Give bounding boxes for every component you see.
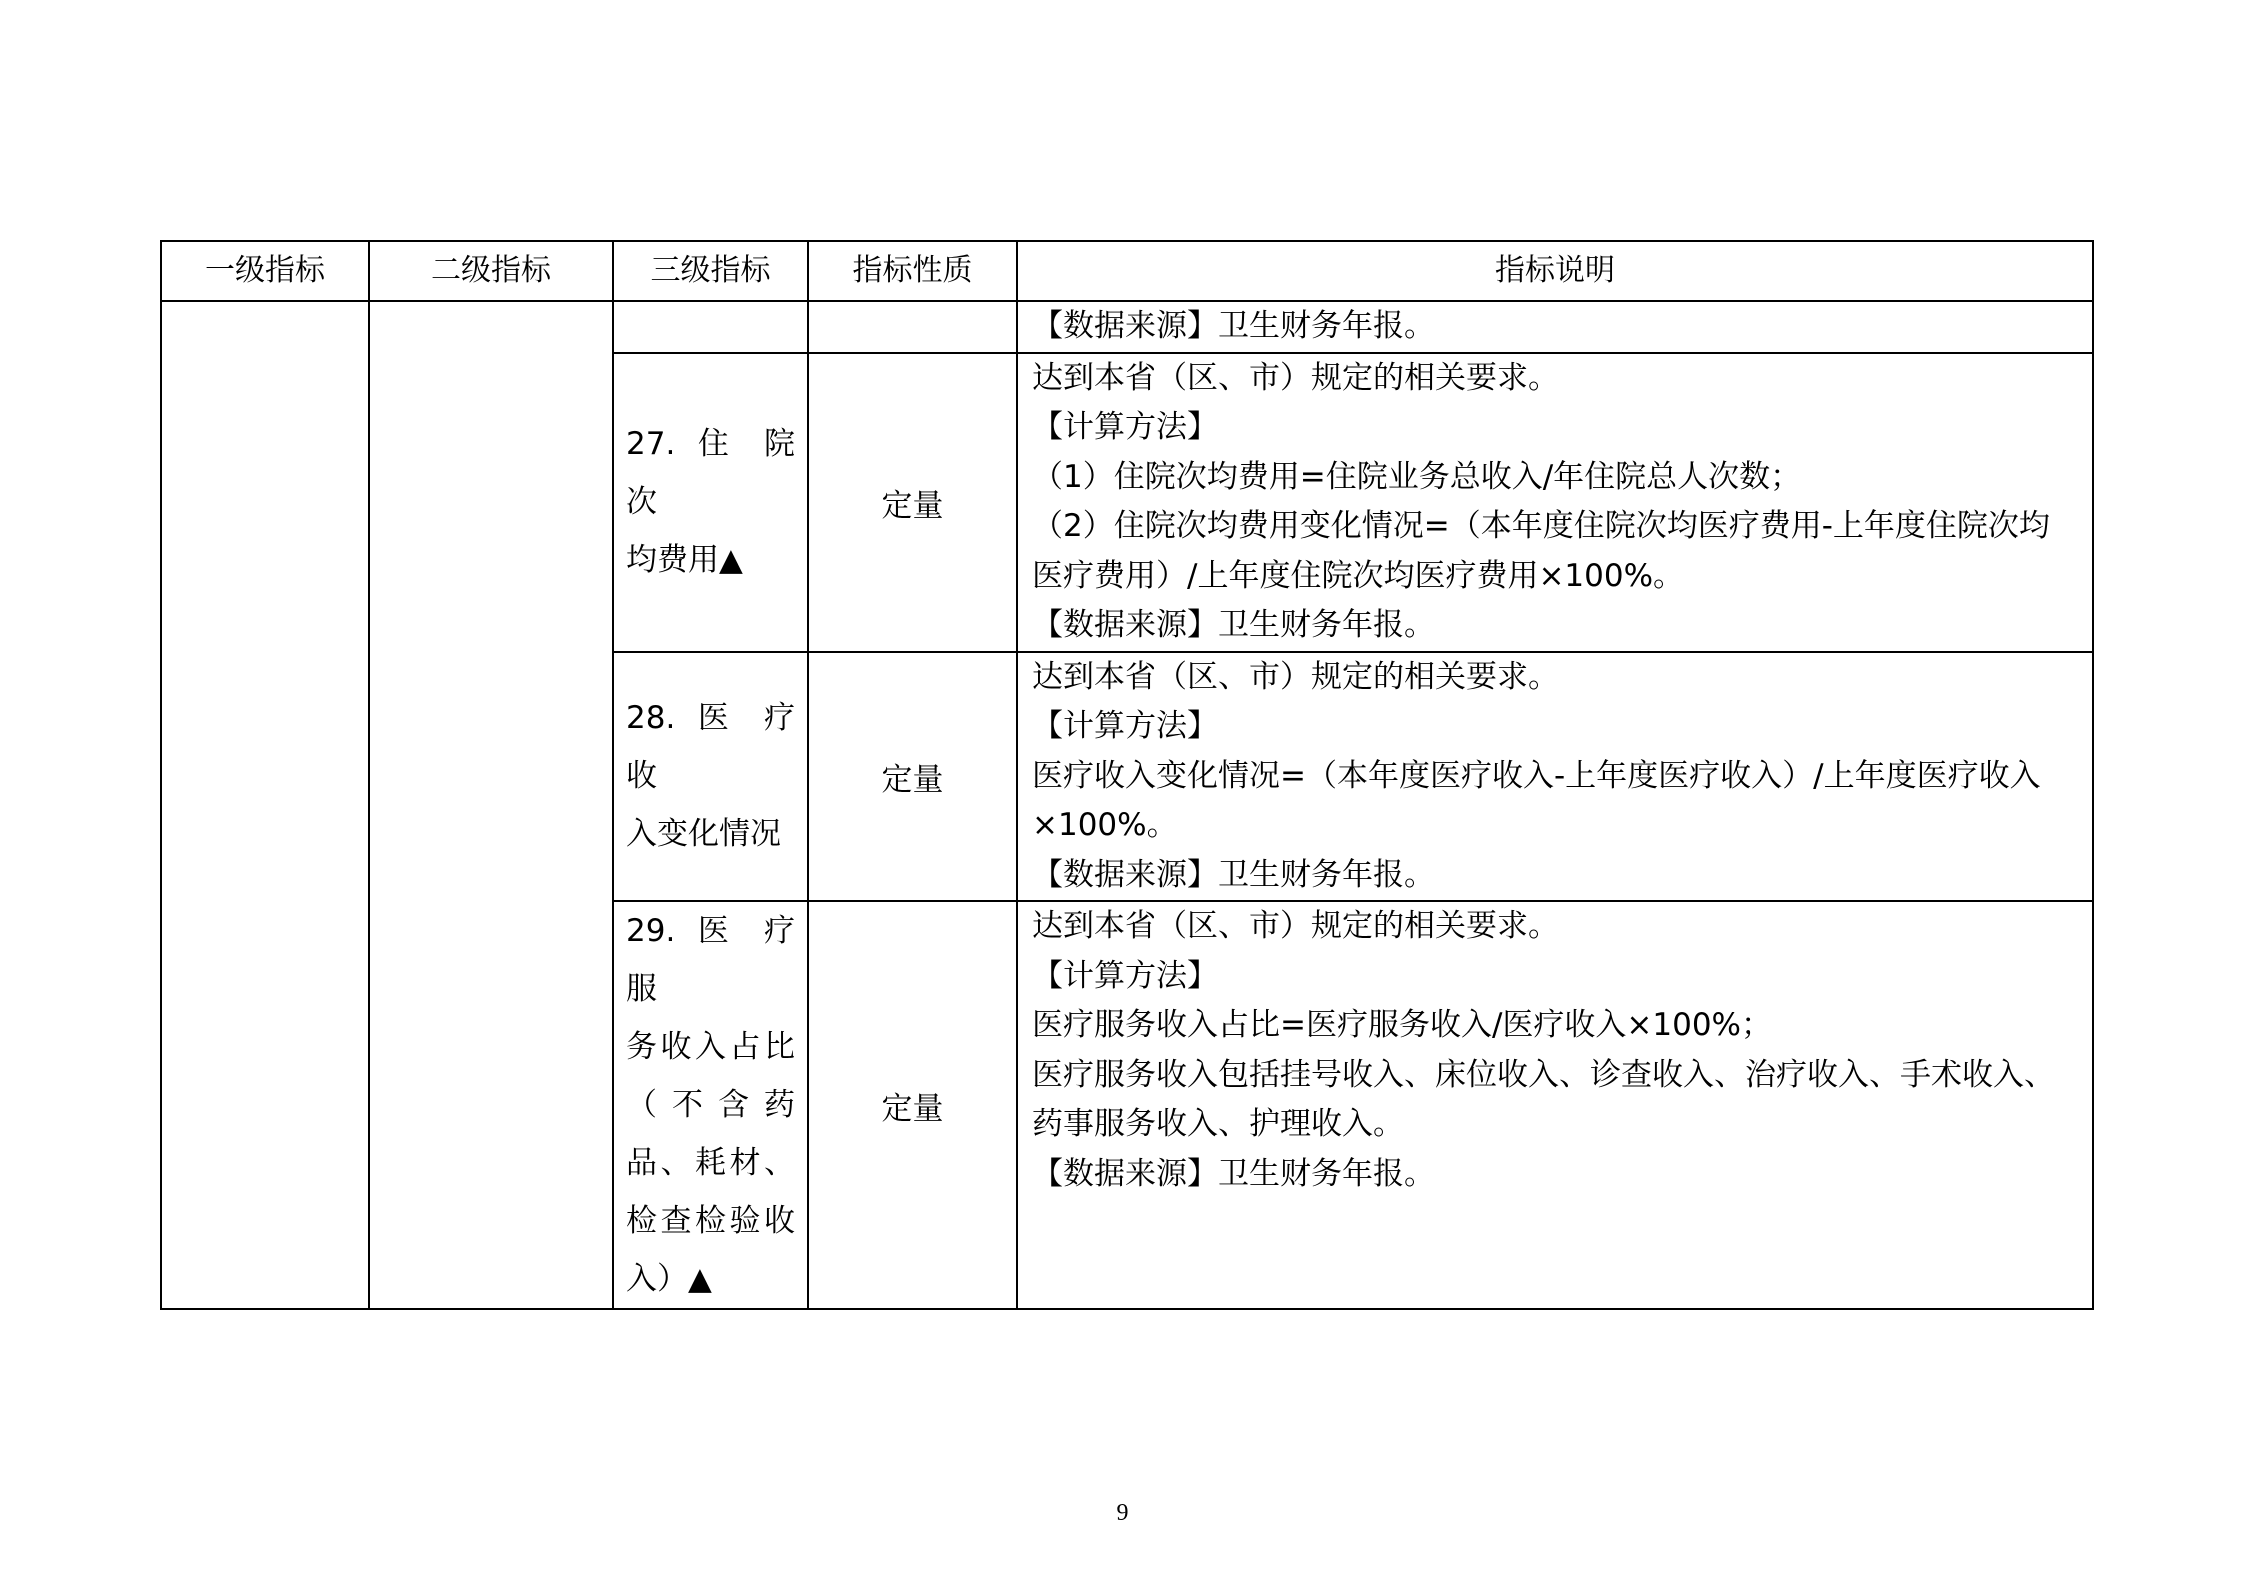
description-cell [1017,353,2093,652]
header-nature: 指标性质 [808,241,1017,301]
description-line: 医疗服务收入占比=医疗服务收入/医疗收入×100%； [1032,1007,1773,1043]
level3-line: 入变化情况 [626,816,781,853]
description-line: 医疗收入变化情况=（本年度医疗收入-上年度医疗收入）/上年度医疗收入 [1032,757,2041,794]
description-line: 达到本省（区、市）规定的相关要求。 [1032,908,1559,944]
header-description: 指标说明 [1017,241,2093,301]
level3-cell [613,901,808,1309]
description-line: 达到本省（区、市）规定的相关要求。 [1032,658,1559,695]
level3-line: 检查检验收 [626,1203,795,1239]
nature-cell: 定量 [808,901,1017,1309]
description-line: 【数据来源】卫生财务年报。 [1032,1155,1435,1192]
level3-line: （ 不 含 药 [626,1087,795,1123]
description-line: （1）住院次均费用=住院业务总收入/年住院总人次数； [1032,458,1802,495]
header-level2: 二级指标 [369,241,613,301]
description-line: 【数据来源】卫生财务年报。 [1032,308,1435,344]
description-cell [1017,901,2093,1309]
description-line: 【计算方法】 [1032,409,1218,445]
level3-line: 28. 医 疗 收 [626,700,795,795]
description-line: 【计算方法】 [1032,957,1218,994]
level3-cell [613,353,808,652]
description-line: 医疗费用）/上年度住院次均医疗费用×100%。 [1032,557,1685,594]
nature-cell: 定量 [808,353,1017,652]
level3-cell [613,301,808,353]
table-row [161,301,2093,353]
level2-cell [369,301,613,1309]
description-line: 医疗服务收入包括挂号收入、床位收入、诊查收入、治疗收入、手术收入、 [1032,1056,2055,1093]
indicator-table [160,240,2094,1310]
description-cell [1017,301,2093,353]
description-line: 【数据来源】卫生财务年报。 [1032,607,1435,643]
nature-cell [808,301,1017,353]
header-level1: 一级指标 [161,241,369,301]
table-header-row [161,241,2093,301]
level3-line: 入）▲ [626,1261,712,1297]
level3-line: 品、耗材、 [626,1145,795,1181]
description-line: （2）住院次均费用变化情况=（本年度住院次均医疗费用-上年度住院次均 [1032,508,2050,544]
level3-line: 27. 住 院 次 [626,426,795,520]
description-line: 药事服务收入、护理收入。 [1032,1106,1404,1142]
description-line: 【计算方法】 [1032,708,1218,744]
level3-line: 务收入占比 [626,1029,795,1065]
description-cell [1017,652,2093,902]
page-number: 9 [1116,1500,1129,1526]
level1-cell [161,301,369,1309]
nature-cell: 定量 [808,652,1017,902]
level3-line: 均费用▲ [626,542,743,578]
level3-line: 29. 医 疗 服 [626,913,795,1007]
description-line: 【数据来源】卫生财务年报。 [1032,856,1435,893]
level3-cell [613,652,808,902]
description-line: ×100%。 [1032,807,1178,843]
header-level3: 三级指标 [613,241,808,301]
description-line: 达到本省（区、市）规定的相关要求。 [1032,359,1559,396]
